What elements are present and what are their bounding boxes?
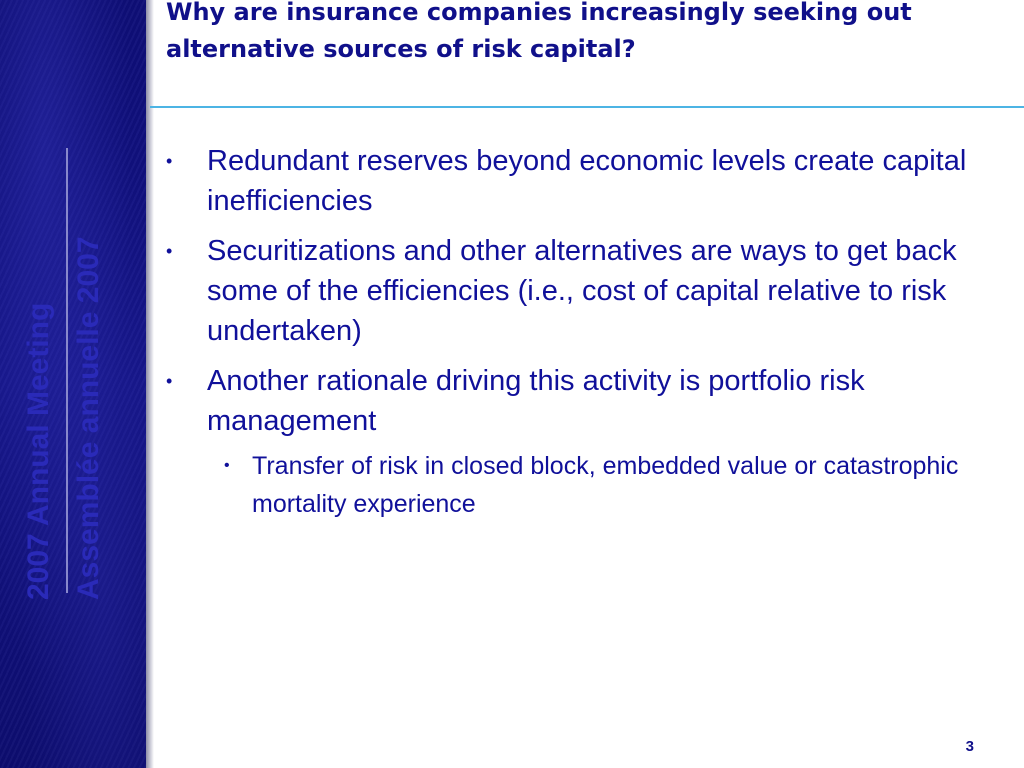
sub-bullet-text: Transfer of risk in closed block, embedded value or catastrophic mortality experience — [252, 452, 959, 518]
bullet-dot-icon: • — [166, 241, 173, 261]
bullet-dot-icon: • — [166, 371, 173, 391]
bullet-text: Securitizations and other alternatives are ways to get back some of the efficiencies (i.e., cost of capital relative to risk undertaken) — [207, 235, 957, 347]
sub-bullet-item — [166, 447, 996, 523]
sidebar-banner — [0, 0, 146, 768]
sidebar-shadow — [146, 0, 154, 768]
bullet-text: Another rationale driving this activity is portfolio risk management — [207, 365, 865, 437]
sidebar-meeting-label: 2007 Annual Meeting — [22, 302, 55, 600]
sidebar-divider — [66, 148, 68, 593]
page-number: 3 — [965, 738, 974, 755]
bullet-item — [166, 141, 996, 221]
sidebar-assembly-label: Assemblée annuelle 2007 — [72, 236, 105, 600]
sub-bullet-dot-icon: • — [224, 457, 230, 474]
bullet-text: Redundant reserves beyond economic levels create capital inefficiencies — [207, 145, 967, 217]
bullet-item — [166, 231, 996, 351]
bullet-list — [166, 141, 996, 523]
title-divider — [150, 106, 1024, 108]
slide-title: Why are insurance companies increasingly seeking out alternative sources of risk capital? — [166, 0, 912, 63]
bullet-dot-icon: • — [166, 151, 173, 171]
bullet-item — [166, 361, 996, 441]
